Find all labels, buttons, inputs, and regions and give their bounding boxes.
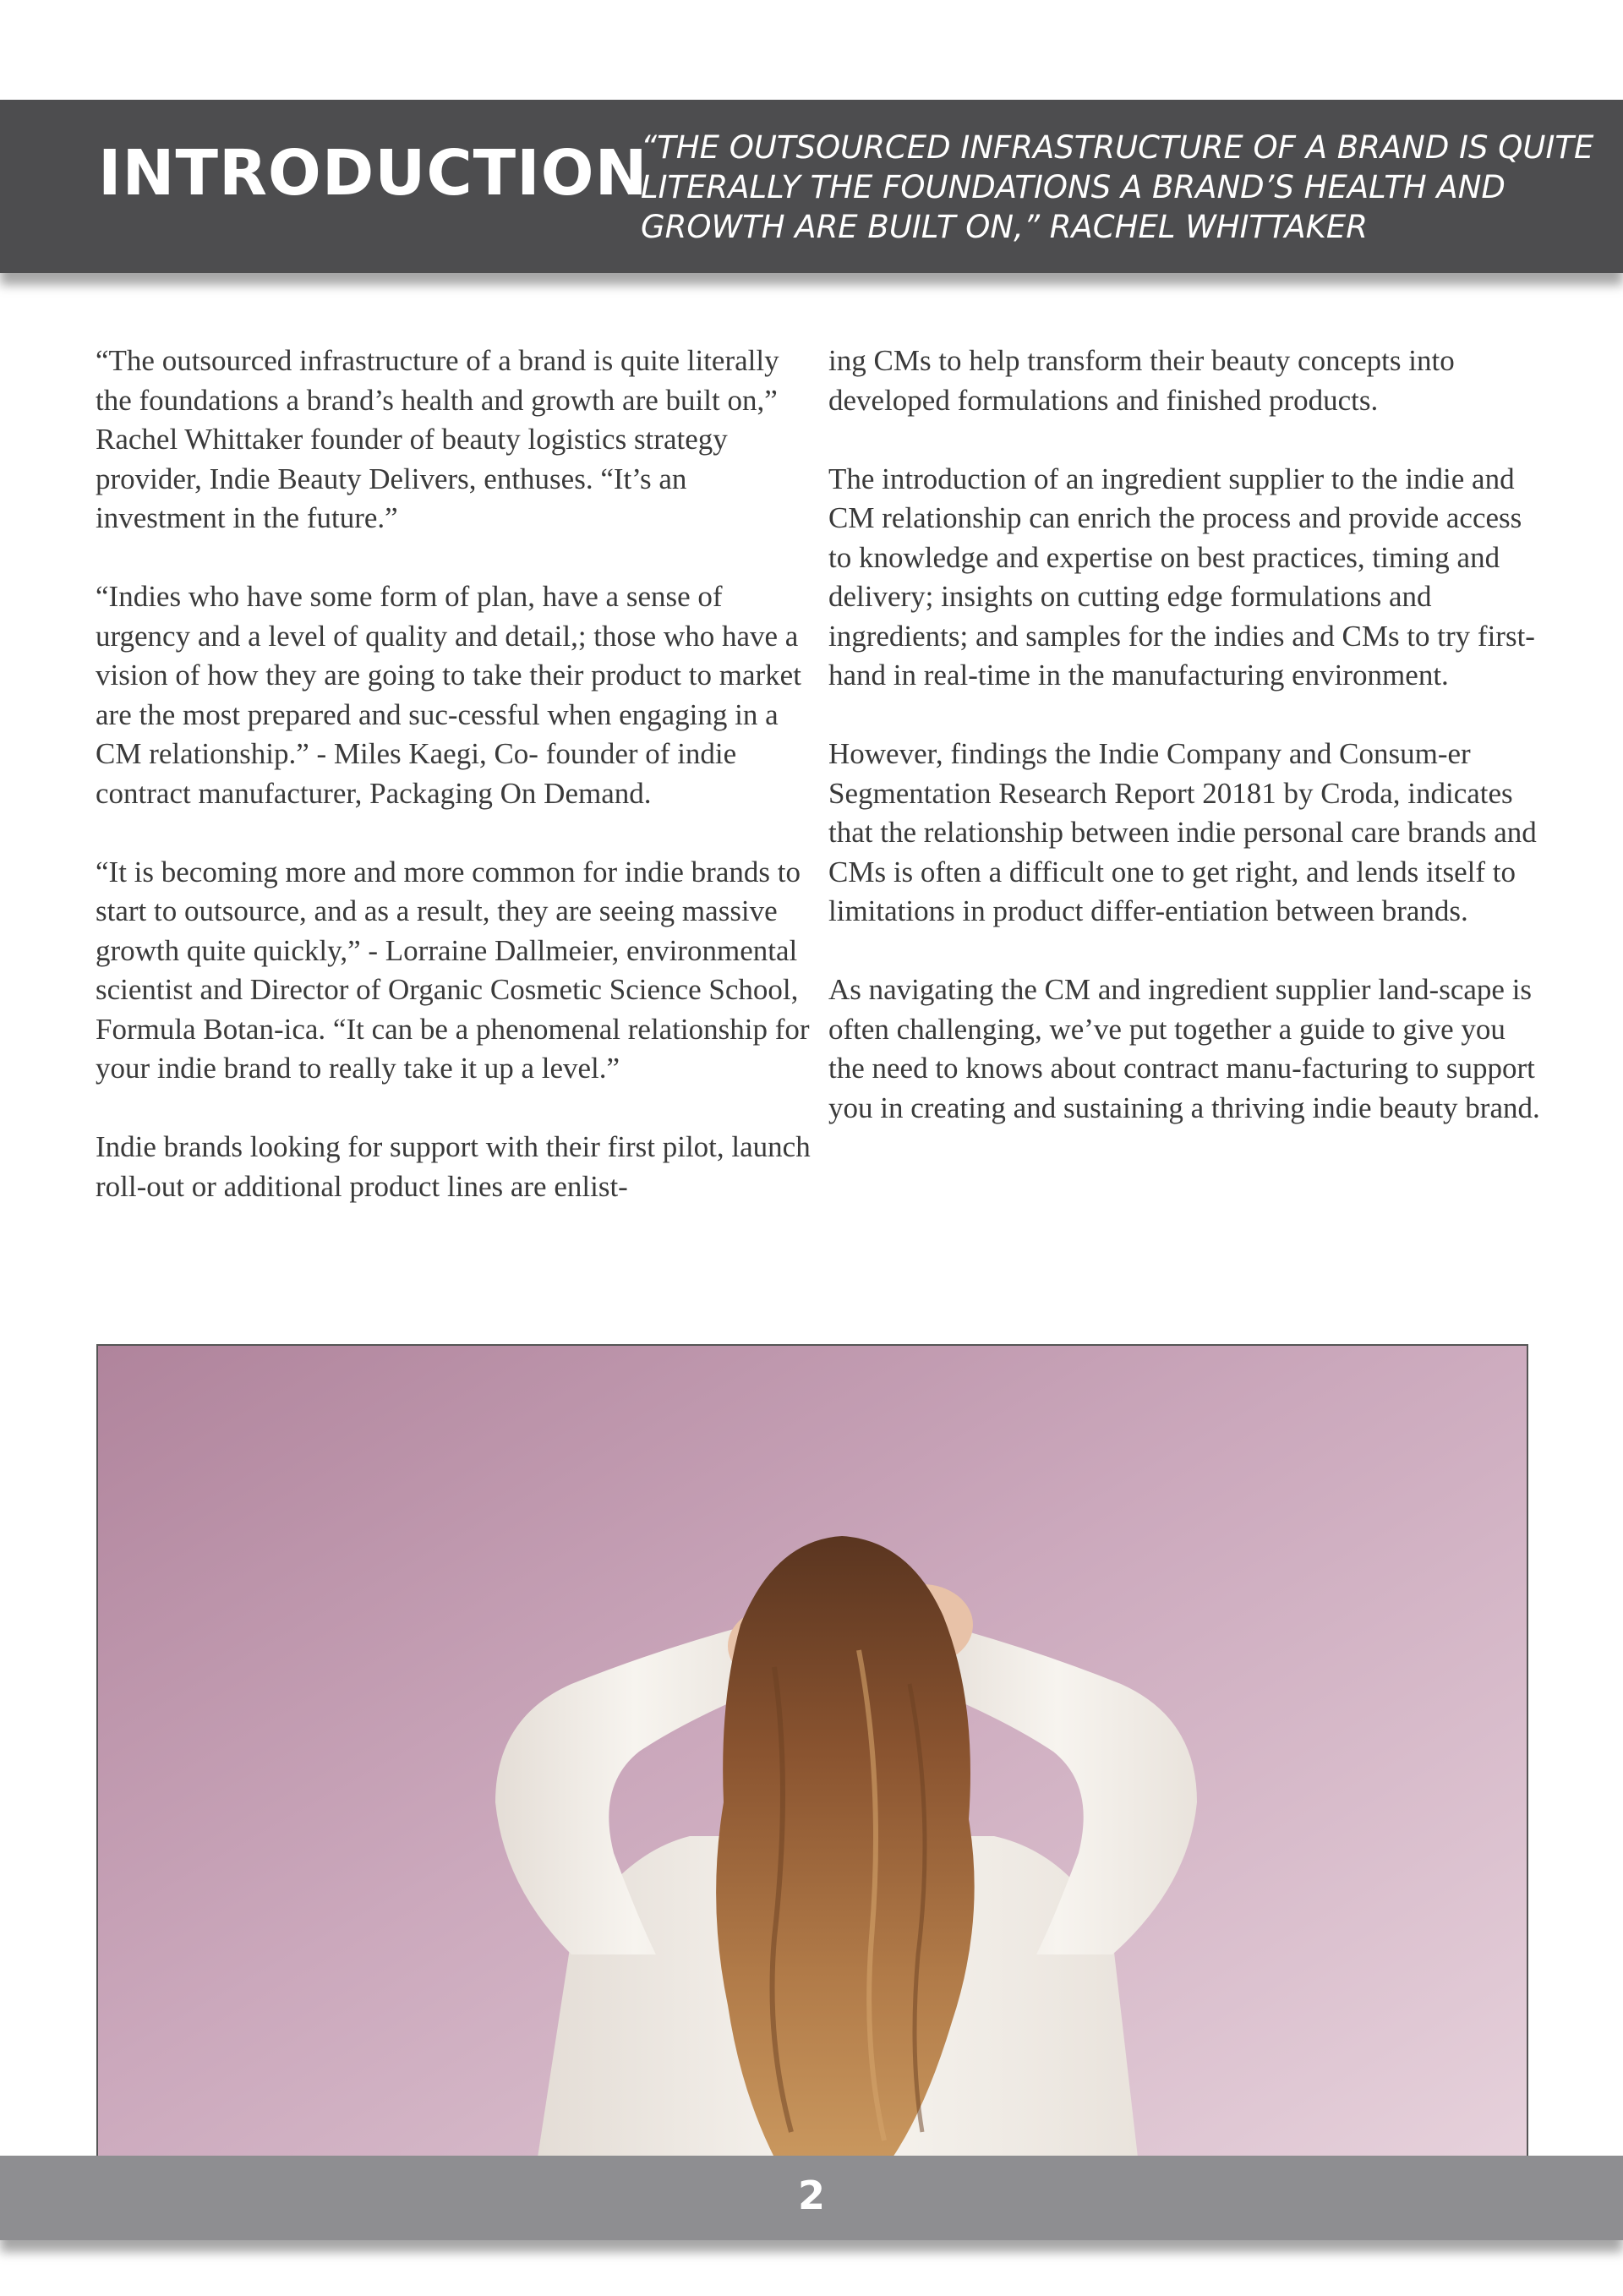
body-paragraph: The introduction of an ingredient supplier to the indie and CM relationship can enrich the process and provide access to knowledge and expertise on best practices, timing and delivery; insights on cutting edge formulations and ingredients; and samples for the indies and CMs to try first-hand in real-time in the manufacturing environment. xyxy=(828,462,1535,692)
body-paragraph: “Indies who have some form of plan, have a sense of urgency and a level of quality and detail,; those who have a vision of how they are going to take their product to market are the most prepared and suc-cessful when engaging in a CM relationship.” - Miles Kaegi, Co- founder of indie contract manufacturer, Packaging On Demand. xyxy=(96,580,801,810)
body-column-left xyxy=(96,342,814,1206)
body-paragraph: ing CMs to help transform their beauty concepts into developed formulations and finished products. xyxy=(828,344,1455,417)
page-number: 2 xyxy=(797,2173,825,2218)
feature-photo xyxy=(96,1344,1528,2159)
body-paragraph: Indie brands looking for support with their first pilot, launch roll-out or additional product lines are enlist- xyxy=(96,1130,811,1203)
woman-hair-illustration xyxy=(98,1346,1527,2157)
body-column-right xyxy=(828,342,1547,1128)
body-paragraph: As navigating the CM and ingredient supplier land-scape is often challenging, we’ve put together a guide to give you the need to knows about contract manu-facturing to support you in creating and sustaining a thriving indie beauty brand. xyxy=(828,973,1540,1124)
body-paragraph: However, findings the Indie Company and Consum-er Segmentation Research Report 20181 by Croda, indicates that the relationship between indie personal care brands and CMs is often a difficult one to get right, and lends itself to limitations in product differ-entiation between brands. xyxy=(828,737,1537,927)
header-pull-quote: “THE OUTSOURCED INFRASTRUCTURE OF A BRAND IS QUITE LITERALLY THE FOUNDATIONS A BRAND’S HEALTH AND GROWTH ARE BUILT ON,” RACHEL WHITTAKER xyxy=(641,129,1594,245)
body-paragraph: “It is becoming more and more common for indie brands to start to outsource, and as a result, they are seeing massive growth quite quickly,” - Lorraine Dallmeier, environmental scientist and Director of Organic Cosmetic Science School, Formula Botan-ica. “It can be a phenomenal relationship for your indie brand to really take it up a level.” xyxy=(96,855,810,1085)
body-paragraph: “The outsourced infrastructure of a brand is quite literally the foundations a brand’s health and growth are built on,” Rachel Whittaker founder of beauty logistics strategy provider, Indie Beauty Delivers, enthuses. “It’s an investment in the future.” xyxy=(96,344,779,534)
page-title: INTRODUCTION xyxy=(98,137,648,210)
